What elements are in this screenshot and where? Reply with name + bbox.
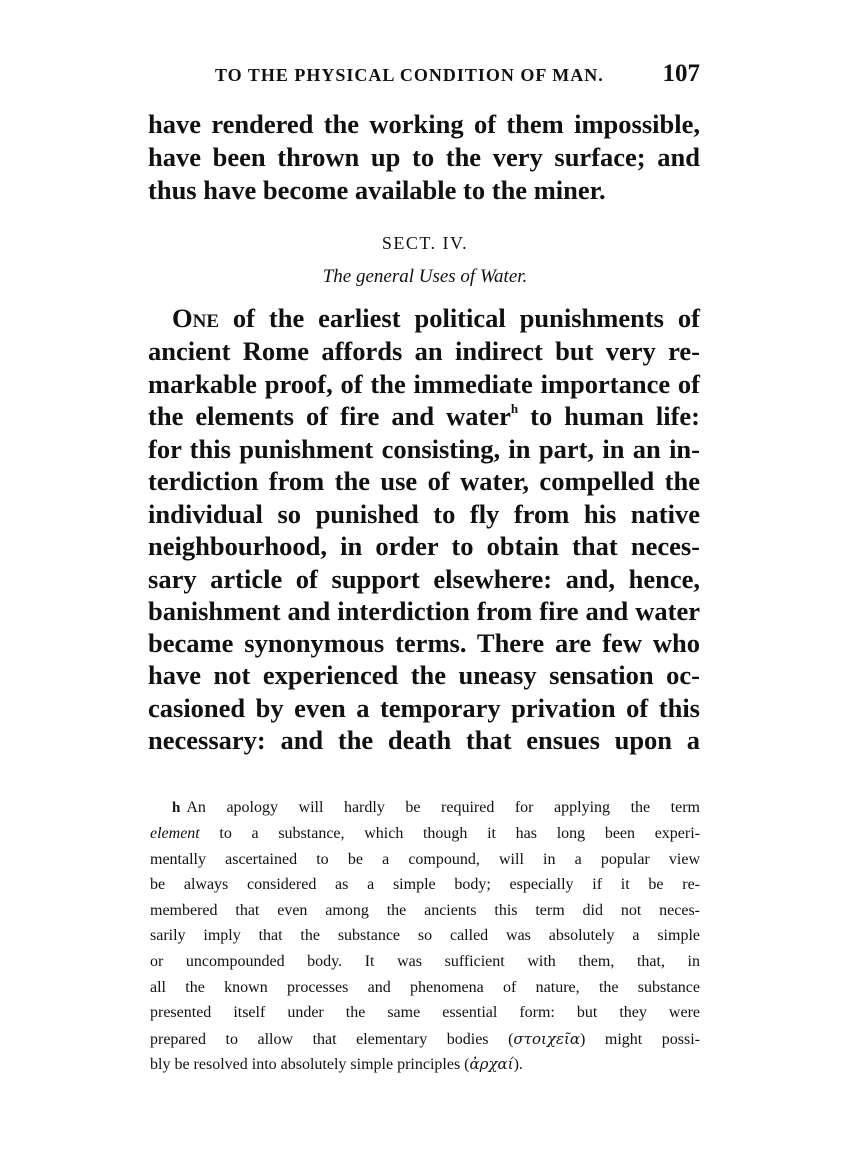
continuation-line-2: have been thrown up to the very surface; and: [148, 142, 700, 172]
paragraph-line-10: banishment and interdiction from fire and water: [148, 596, 700, 626]
paragraph-line-13: casioned by even a temporary privation of this: [148, 693, 700, 723]
footnote-line-11-text-b: ).: [513, 1056, 523, 1073]
footnote-line-6: sarily imply that the substance so called was absolutely a simple: [150, 927, 700, 944]
continuation-line-1: have rendered the working of them impossible,: [148, 109, 700, 139]
paragraph-line-1: [172, 302, 700, 334]
footnote-line-3: mentally ascertained to be a compound, will in a popular view: [150, 851, 700, 868]
footnote-line-1-text: An apology will hardly be required for applying the term: [186, 799, 700, 816]
paragraph-line-5: for this punishment consisting, in part, in an in-: [148, 434, 700, 464]
footnote-line-9: presented itself under the same essential form: but they were: [150, 1004, 700, 1021]
paragraph-line-9: sary article of support elsewhere: and, hence,: [148, 564, 700, 594]
footnote-line-10: [150, 1026, 700, 1052]
footnote-line-11: [150, 1051, 700, 1077]
paragraph-line-3: markable proof, of the immediate importance of: [148, 369, 700, 399]
opening-word: One: [172, 303, 220, 333]
paragraph-line-4-text-b: to human life:: [518, 401, 700, 431]
paragraph-line-14: necessary: and the death that ensues upon a: [148, 725, 700, 755]
greek-stoicheia: στοιχεῖα: [513, 1030, 581, 1048]
footnote-line-10-text-b: ) might possi-: [580, 1031, 700, 1048]
running-title: TO THE PHYSICAL CONDITION OF MAN.: [215, 65, 604, 85]
footnote-line-2-text: to a substance, which though it has long been experi-: [199, 825, 700, 842]
footnote-term-element: element: [150, 825, 200, 842]
paragraph-line-11: became synonymous terms. There are few who: [148, 628, 700, 658]
paragraph-line-7: individual so punished to fly from his native: [148, 499, 700, 529]
footnote-marker: h: [172, 800, 181, 816]
footnote-line-11-text-a: bly be resolved into absolutely simple principles (: [150, 1056, 470, 1073]
footnote-line-10-text-a: prepared to allow that elementary bodies (: [150, 1031, 514, 1048]
greek-archai: ἀρχαί: [469, 1055, 514, 1073]
footnote-line-7: or uncompounded body. It was sufficient with them, that, in: [150, 953, 700, 970]
footnote-line-1: [172, 795, 700, 821]
footnote-line-2: [150, 821, 700, 847]
section-number: SECT. IV.: [381, 233, 469, 253]
footnote-line-5: membered that even among the ancients this term did not neces-: [150, 902, 700, 919]
paragraph-line-4: [148, 400, 700, 432]
running-header: [215, 62, 700, 92]
paragraph-line-4-text-a: the elements of fire and water: [148, 401, 511, 431]
paragraph-line-8: neighbourhood, in order to obtain that neces-: [148, 531, 700, 561]
page-number: 107: [662, 60, 700, 87]
paragraph-line-6: terdiction from the use of water, compelled the: [148, 466, 700, 496]
paragraph-line-1-text: of the earliest political punishments of: [219, 303, 700, 333]
footnote-line-4: be always considered as a simple body; especially if it be re-: [150, 876, 700, 893]
footnote-line-8: all the known processes and phenomena of nature, the substance: [150, 979, 700, 996]
section-subtitle: The general Uses of Water.: [322, 266, 528, 287]
footnote-reference[interactable]: h: [510, 401, 519, 416]
paragraph-line-12: have not experienced the uneasy sensation oc-: [148, 660, 700, 690]
continuation-line-3: thus have become available to the miner.: [148, 175, 606, 205]
paragraph-line-2: ancient Rome affords an indirect but very re-: [148, 336, 700, 366]
